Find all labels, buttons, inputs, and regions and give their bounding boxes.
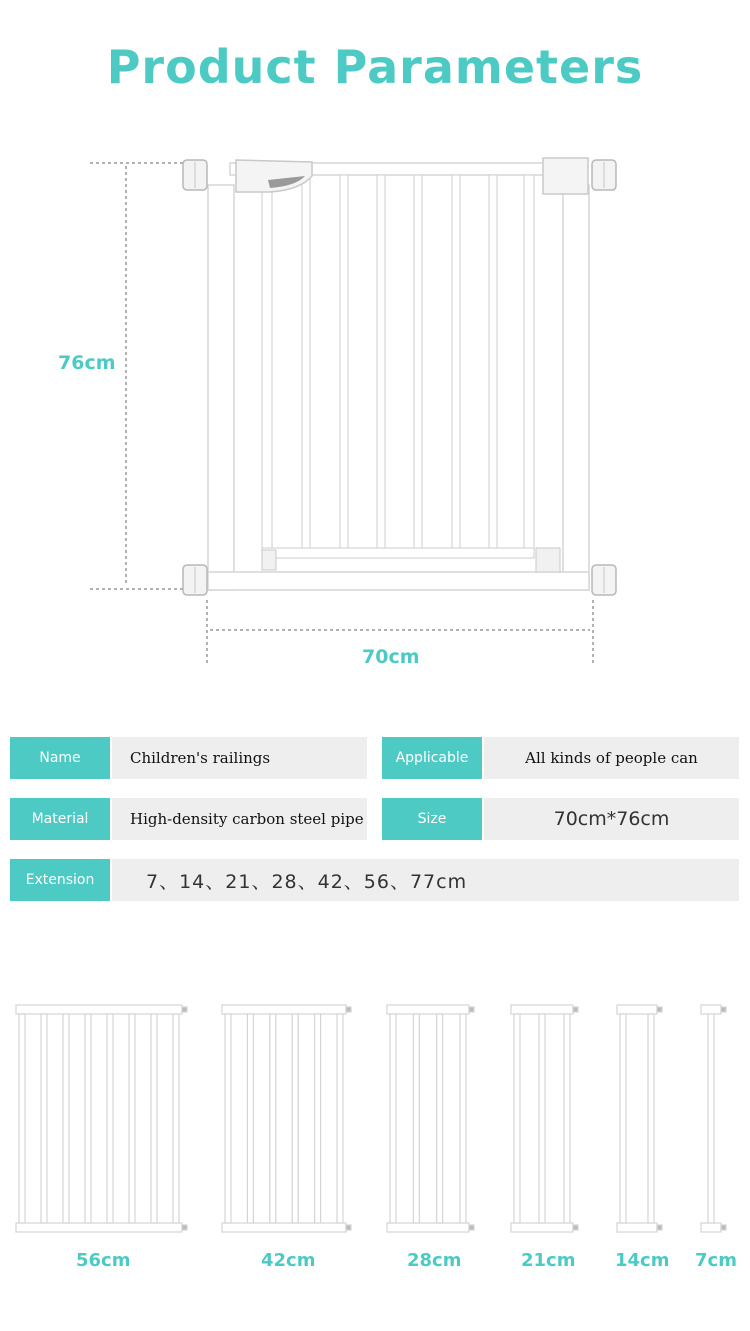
extension-panel-bar — [292, 1014, 298, 1223]
extension-label-21: 21cm — [521, 1250, 576, 1271]
extension-panel-pin — [573, 1225, 578, 1230]
extension-panel-bottom-rail — [701, 1223, 721, 1232]
material-label: Material — [10, 798, 110, 840]
extension-panel-bottom-rail — [387, 1223, 469, 1232]
extension-panel-bottom-rail — [222, 1223, 346, 1232]
extension-panel-pin — [657, 1225, 662, 1230]
param-row-extension — [0, 859, 750, 901]
applicable-label: Applicable — [382, 737, 482, 779]
extension-panel-pin — [469, 1225, 474, 1230]
extension-panel-bar — [41, 1014, 47, 1223]
extension-panel-bar — [247, 1014, 253, 1223]
extension-value: 7、14、21、28、42、56、77cm — [112, 859, 739, 901]
size-value: 70cm*76cm — [484, 798, 739, 840]
size-label: Size — [382, 798, 482, 840]
extension-panel-pin — [721, 1007, 726, 1012]
extension-panel-pin — [721, 1225, 726, 1230]
extension-panel-bar — [564, 1014, 570, 1223]
name-label: Name — [10, 737, 110, 779]
extension-panel-bar — [107, 1014, 113, 1223]
extension-panel-bar — [63, 1014, 69, 1223]
extension-panel-bar — [514, 1014, 520, 1223]
param-row-material — [0, 798, 750, 840]
extension-panel-pin — [182, 1007, 187, 1012]
extension-panel-bar — [708, 1014, 714, 1223]
extension-panel-bar — [437, 1014, 443, 1223]
extension-panel-bottom-rail — [16, 1223, 182, 1232]
extension-panel-top-rail — [387, 1005, 469, 1014]
extension-panel-bar — [151, 1014, 157, 1223]
extension-panel-bar — [85, 1014, 91, 1223]
extension-panel-top-rail — [511, 1005, 573, 1014]
height-dimension-label: 76cm — [58, 352, 116, 374]
applicable-value: All kinds of people can — [484, 737, 739, 779]
extension-panel-top-rail — [701, 1005, 721, 1014]
extension-label-14: 14cm — [615, 1250, 670, 1271]
extension-panel-bar — [315, 1014, 321, 1223]
extension-label: Extension — [10, 859, 110, 901]
extension-panel-pin — [573, 1007, 578, 1012]
extension-panel-bar — [539, 1014, 545, 1223]
name-value: Children's railings — [112, 737, 367, 779]
width-dimension-label: 70cm — [362, 646, 420, 668]
extension-panel-bar — [413, 1014, 419, 1223]
extension-panel-bar — [270, 1014, 276, 1223]
extension-panel-pin — [657, 1007, 662, 1012]
extension-panel-bar — [129, 1014, 135, 1223]
extension-panel-pin — [182, 1225, 187, 1230]
extension-panels — [0, 995, 750, 1255]
extension-panel-top-rail — [16, 1005, 182, 1014]
extension-panel-bar — [337, 1014, 343, 1223]
extension-label-7: 7cm — [695, 1250, 737, 1271]
extension-panel-pin — [469, 1007, 474, 1012]
extension-panel-top-rail — [222, 1005, 346, 1014]
param-row-name — [0, 737, 750, 779]
extension-panel-bottom-rail — [511, 1223, 573, 1232]
extension-label-42: 42cm — [261, 1250, 316, 1271]
page-title: Product Parameters — [106, 40, 644, 94]
extension-panel-bar — [648, 1014, 654, 1223]
extension-panel-bar — [19, 1014, 25, 1223]
extension-panel-pin — [346, 1007, 351, 1012]
extension-panel-bar — [460, 1014, 466, 1223]
extension-panel-bar — [390, 1014, 396, 1223]
material-value: High-density carbon steel pipe — [112, 798, 367, 840]
extension-panel-bottom-rail — [617, 1223, 657, 1232]
extension-panel-bar — [173, 1014, 179, 1223]
extension-panel-bar — [225, 1014, 231, 1223]
extension-label-28: 28cm — [407, 1250, 462, 1271]
extension-label-56: 56cm — [76, 1250, 131, 1271]
extension-panel-pin — [346, 1225, 351, 1230]
extension-panel-top-rail — [617, 1005, 657, 1014]
extension-panel-bar — [620, 1014, 626, 1223]
